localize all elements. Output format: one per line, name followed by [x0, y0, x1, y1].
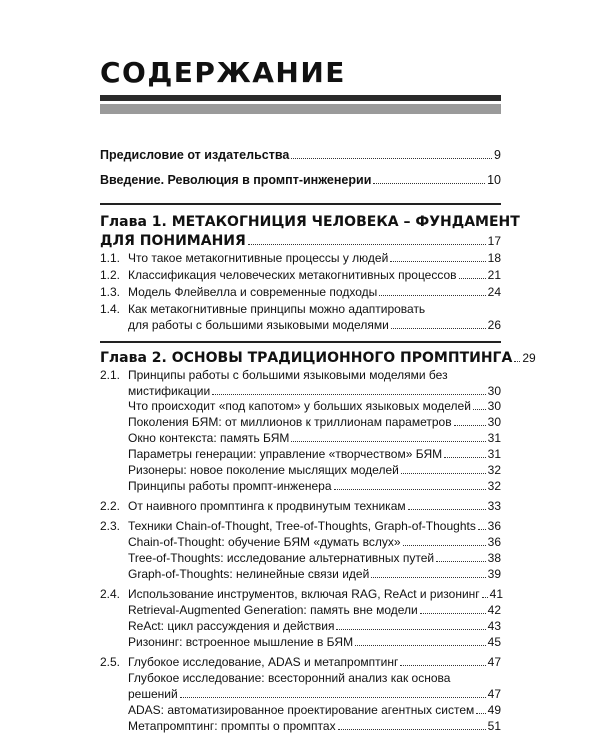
toc-entry-introduction[interactable]: Введение. Революция в промпт-инженерии 10 — [100, 173, 501, 187]
toc-entry-preface[interactable]: Предисловие от издательства 9 — [100, 148, 501, 162]
toc-entry-2-5[interactable]: 2.5. Глубокое исследование, ADAS и метапромптинг 47 — [100, 655, 501, 669]
toc-subentry[interactable]: Поколения БЯМ: от миллионов к триллионам параметров 30 — [128, 415, 501, 429]
toc-entry-2-1[interactable]: мистификации 30 — [128, 384, 501, 398]
toc-subentry[interactable]: Retrieval-Augmented Generation: память вне модели 42 — [128, 603, 501, 617]
toc-subentry[interactable]: Параметры генерации: управление «творчеством» БЯМ 31 — [128, 447, 501, 461]
toc-subentry[interactable]: Tree-of-Thoughts: исследование альтернативных путей 38 — [128, 551, 501, 565]
toc-subentry[interactable]: Что происходит «под капотом» у больших языковых моделей 30 — [128, 399, 501, 413]
toc-entry-1-2[interactable]: 1.2. Классификация человеческих метакогнитивных процессов 21 — [100, 268, 501, 282]
toc-subentry[interactable]: Принципы работы промпт-инженера 32 — [128, 479, 501, 493]
toc-entry-2-4[interactable]: 2.4. Использование инструментов, включая RAG, ReAct и ризонинг 41 — [100, 587, 504, 601]
toc-subentry[interactable]: Graph-of-Thoughts: нелинейные связи идей 39 — [128, 567, 501, 581]
toc-entry-1-3[interactable]: 1.3. Модель Флейвелла и современные подходы 24 — [100, 285, 501, 299]
chapter-1-title-line1: Глава 1. МЕТАКОГНИЦИЯ ЧЕЛОВЕКА – ФУНДАМЕНТ — [100, 214, 520, 230]
toc-subentry-line1[interactable]: Глубокое исследование: всесторонний анализ как основа — [128, 671, 451, 685]
toc-entry-1-4-line1[interactable]: 1.4. Как метакогнитивные принципы можно адаптировать — [100, 302, 426, 316]
chapter-2-rule — [100, 341, 501, 343]
toc-entry-2-2[interactable]: 2.2. От наивного промптинга к продвинутым техникам 33 — [100, 499, 501, 513]
toc-subentry[interactable]: Окно контекста: память БЯМ 31 — [128, 431, 501, 445]
toc-entry-chapter-2[interactable]: Глава 2. ОСНОВЫ ТРАДИЦИОННОГО ПРОМПТИНГА 29 — [100, 350, 536, 366]
toc-entry-chapter-1[interactable]: ДЛЯ ПОНИМАНИЯ 17 — [100, 233, 501, 249]
toc-subentry[interactable]: Метапромптинг: промпты о промптах 51 — [128, 719, 501, 733]
toc-subentry[interactable]: ReAct: цикл рассуждения и действия 43 — [128, 619, 501, 633]
title-underline-grey — [100, 104, 501, 114]
toc-entry-1-1[interactable]: 1.1. Что такое метакогнитивные процессы у людей 18 — [100, 251, 501, 265]
page-title: СОДЕРЖАНИЕ — [100, 56, 346, 89]
toc-subentry[interactable]: Ризонеры: новое поколение мыслящих моделей 32 — [128, 463, 501, 477]
toc-entry-2-1-line1[interactable]: 2.1. Принципы работы с большими языковыми моделями без — [100, 368, 448, 382]
toc-subentry[interactable]: решений 47 — [128, 687, 501, 701]
toc-entry-2-3[interactable]: 2.3. Техники Chain-of-Thought, Tree-of-Thoughts, Graph-of-Thoughts 36 — [100, 519, 501, 533]
chapter-1-rule — [100, 203, 501, 205]
toc-subentry[interactable]: ADAS: автоматизированное проектирование агентных систем 49 — [128, 703, 501, 717]
title-underline-dark — [100, 95, 501, 101]
toc-subentry[interactable]: Ризонинг: встроенное мышление в БЯМ 45 — [128, 635, 501, 649]
toc-subentry[interactable]: Chain-of-Thought: обучение БЯМ «думать вслух» 36 — [128, 535, 501, 549]
toc-entry-1-4[interactable]: для работы с большими языковыми моделями 26 — [128, 318, 501, 332]
